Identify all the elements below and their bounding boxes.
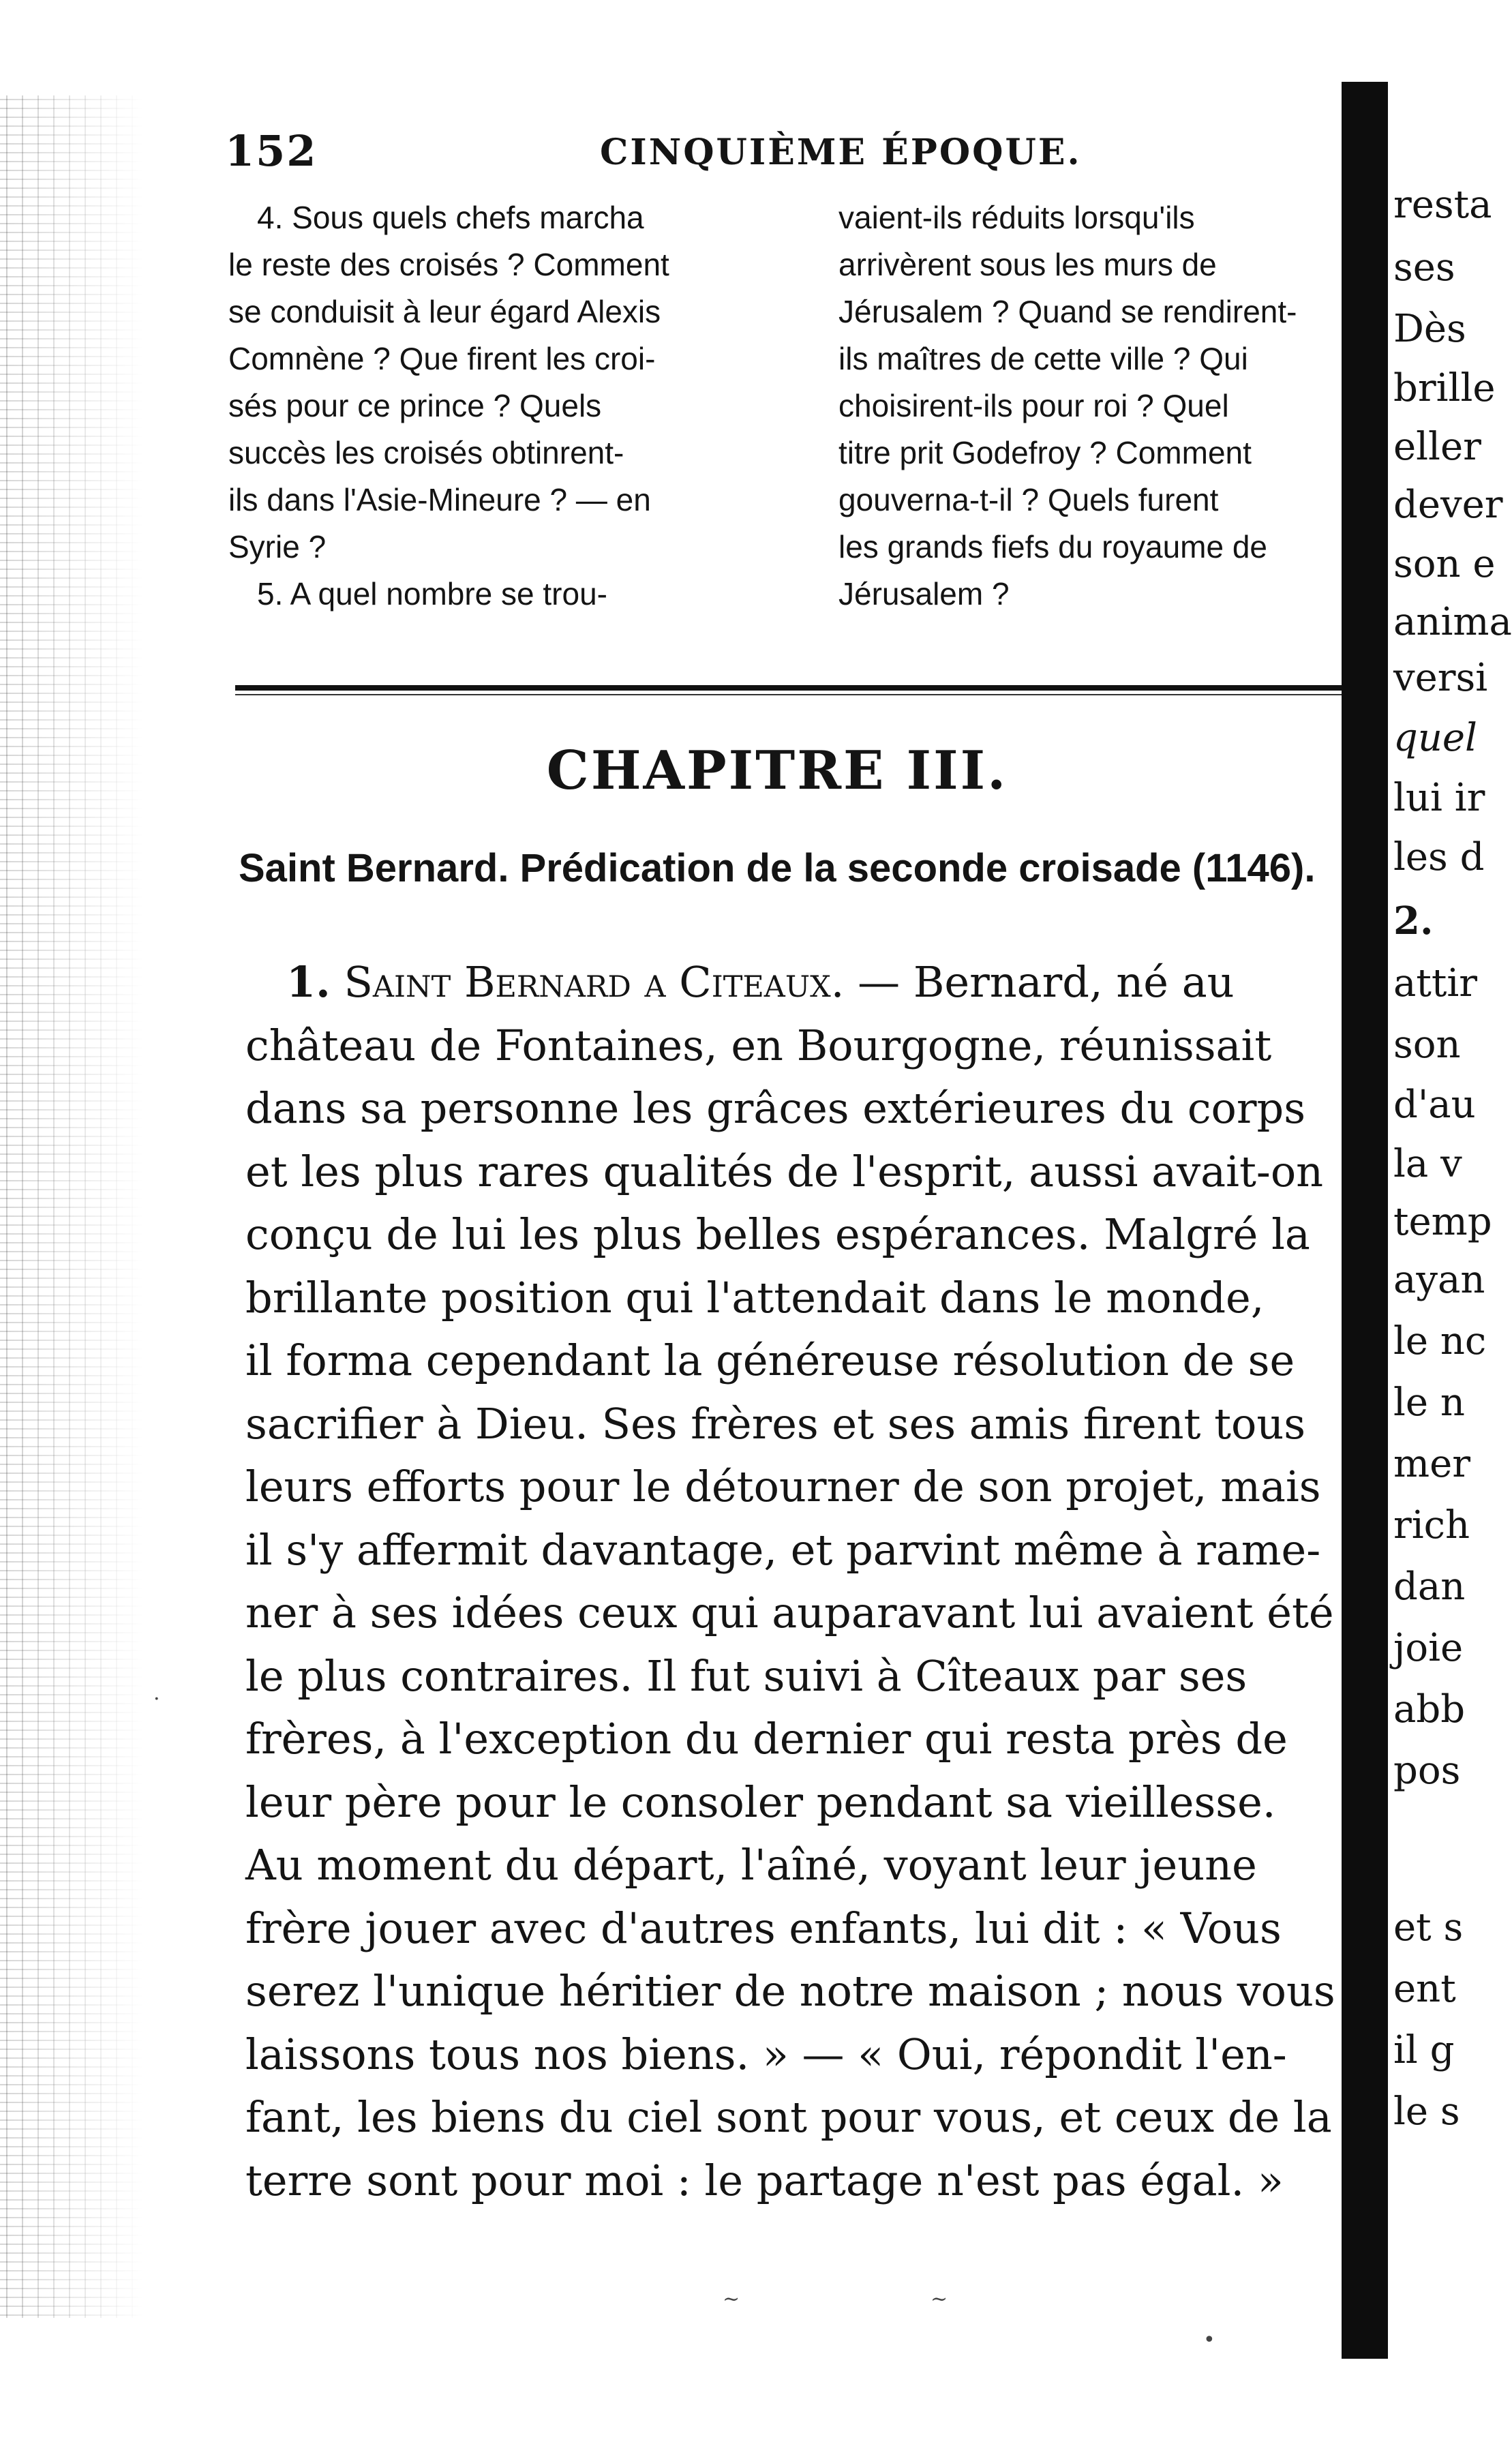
question-line: Jérusalem ? Quand se rendirent- <box>838 294 1297 329</box>
scan-speck: • <box>1203 2328 1215 2352</box>
question-line: le reste des croisés ? Comment <box>228 247 669 282</box>
question-line: choisirent-ils pour roi ? Quel <box>838 388 1229 423</box>
body-line: le plus contraires. Il fut suivi à Cîteaux par ses <box>245 1650 1248 1701</box>
question-line: Syrie ? <box>228 529 327 564</box>
body-line: Au moment du départ, l'aîné, voyant leur jeune <box>245 1840 1257 1890</box>
section-divider-thin <box>235 694 1346 695</box>
section-title: Saint Bernard a Citeaux. <box>344 957 845 1007</box>
adjacent-fragment: dan <box>1393 1565 1466 1609</box>
adjacent-fragment: son <box>1393 1023 1461 1067</box>
question-line: 5. A quel nombre se trou- <box>257 576 607 612</box>
body-line: conçu de lui les plus belles espérances. Malgré la <box>245 1209 1310 1259</box>
question-line: ils maîtres de cette ville ? Qui <box>838 341 1248 376</box>
questions-right-column <box>838 194 1346 618</box>
question-line: sés pour ce prince ? Quels <box>228 388 602 423</box>
adjacent-fragment: son e <box>1393 542 1496 586</box>
body-line: laissons tous nos biens. » — « Oui, répondit l'en- <box>245 2029 1287 2079</box>
adjacent-fragment: pos <box>1393 1749 1461 1793</box>
adjacent-fragment: les d <box>1393 835 1485 879</box>
adjacent-fragment: resta <box>1393 183 1492 227</box>
adjacent-fragment: ent <box>1393 1967 1456 2011</box>
question-line: ils dans l'Asie-Mineure ? — en <box>228 482 651 517</box>
adjacent-fragment: Dès <box>1393 307 1466 351</box>
scan-speck: ~ <box>931 2287 948 2311</box>
body-line: il forma cependant la généreuse résolution de se <box>245 1335 1295 1385</box>
body-line: il s'y affermit davantage, et parvint même à rame- <box>245 1524 1321 1575</box>
adjacent-fragment: dever <box>1393 483 1503 527</box>
body-line: terre sont pour moi : le partage n'est pas égal. » <box>245 2155 1284 2205</box>
adjacent-fragment: le s <box>1393 2089 1460 2134</box>
page-number: 152 <box>225 126 318 176</box>
question-line: 4. Sous quels chefs marcha <box>257 200 644 235</box>
question-line: Comnène ? Que firent les croi- <box>228 341 656 376</box>
adjacent-fragment: le n <box>1393 1380 1465 1425</box>
adjacent-fragment: abb <box>1393 1687 1466 1732</box>
adjacent-fragment: joie <box>1393 1626 1464 1670</box>
adjacent-fragment: et s <box>1393 1905 1464 1950</box>
body-line: frère jouer avec d'autres enfants, lui dit : « Vous <box>245 1903 1282 1953</box>
adjacent-fragment: d'au <box>1393 1083 1476 1127</box>
adjacent-fragment: le nc <box>1393 1319 1487 1363</box>
question-line: les grands fiefs du royaume de <box>838 529 1268 564</box>
questions-left-column <box>228 194 784 618</box>
adjacent-fragment: attir <box>1393 961 1478 1006</box>
page-header <box>225 126 1350 187</box>
question-line: titre prit Godefroy ? Comment <box>838 435 1252 470</box>
adjacent-page-fragments <box>1393 0 1512 2461</box>
adjacent-fragment: brille <box>1393 366 1496 410</box>
question-line: se conduisit à leur égard Alexis <box>228 294 661 329</box>
binding-gutter-shadow <box>1342 82 1388 2359</box>
adjacent-fragment: 2. <box>1393 899 1434 943</box>
body-line: dans sa personne les grâces extérieures du corps <box>245 1083 1306 1133</box>
body-first-line <box>245 951 1363 1014</box>
adjacent-fragment: ses <box>1393 245 1455 290</box>
adjacent-fragment: lui ir <box>1393 776 1485 820</box>
adjacent-fragment: temp <box>1393 1200 1492 1244</box>
adjacent-fragment: mer <box>1393 1442 1471 1486</box>
body-line: et les plus rares qualités de l'esprit, aussi avait-on <box>245 1146 1324 1196</box>
body-line: leur père pour le consoler pendant sa vieillesse. <box>245 1777 1276 1827</box>
section-number: 1. <box>286 957 331 1007</box>
body-line: leurs efforts pour le détourner de son projet, mais <box>245 1462 1321 1511</box>
body-line: frères, à l'exception du dernier qui resta près de <box>245 1714 1288 1764</box>
adjacent-fragment: anima <box>1393 600 1512 644</box>
first-line-text: — Bernard, né au <box>844 957 1235 1007</box>
question-line: vaient-ils réduits lorsqu'ils <box>838 200 1195 235</box>
scan-speck: · <box>153 1687 160 1711</box>
adjacent-fragment: ayan <box>1393 1258 1485 1302</box>
body-line: sacrifier à Dieu. Ses frères et ses amis firent tous <box>245 1398 1306 1449</box>
body-line: fant, les biens du ciel sont pour vous, et ceux de la <box>245 2092 1332 2142</box>
section-divider <box>235 685 1346 691</box>
scan-speck: ~ <box>723 2287 740 2311</box>
body-line: château de Fontaines, en Bourgogne, réunissait <box>245 1020 1272 1070</box>
adjacent-fragment: eller <box>1393 425 1481 469</box>
adjacent-fragment: la v <box>1393 1142 1462 1186</box>
chapter-subtitle: Saint Bernard. Prédication de la seconde croisade (1146). <box>239 846 1316 890</box>
adjacent-fragment: versi <box>1393 656 1488 700</box>
adjacent-fragment: il g <box>1393 2028 1455 2072</box>
question-line: succès les croisés obtinrent- <box>228 435 624 470</box>
chapter-body <box>245 951 1363 2212</box>
adjacent-fragment: rich <box>1393 1503 1470 1547</box>
question-line: Jérusalem ? <box>838 576 1010 612</box>
body-line: ner à ses idées ceux qui auparavant lui avaient été <box>245 1588 1334 1637</box>
question-line: arrivèrent sous les murs de <box>838 247 1217 282</box>
body-line: serez l'unique héritier de notre maison ; nous vous <box>245 1966 1335 2016</box>
adjacent-fragment: quel <box>1393 716 1477 760</box>
question-line: gouverna-t-il ? Quels furent <box>838 482 1219 517</box>
body-line: brillante position qui l'attendait dans le monde, <box>245 1272 1265 1323</box>
scan-edge-noise <box>0 95 143 2318</box>
running-head: CINQUIÈME ÉPOQUE. <box>600 132 1082 173</box>
chapter-title: CHAPITRE III. <box>546 740 1008 802</box>
